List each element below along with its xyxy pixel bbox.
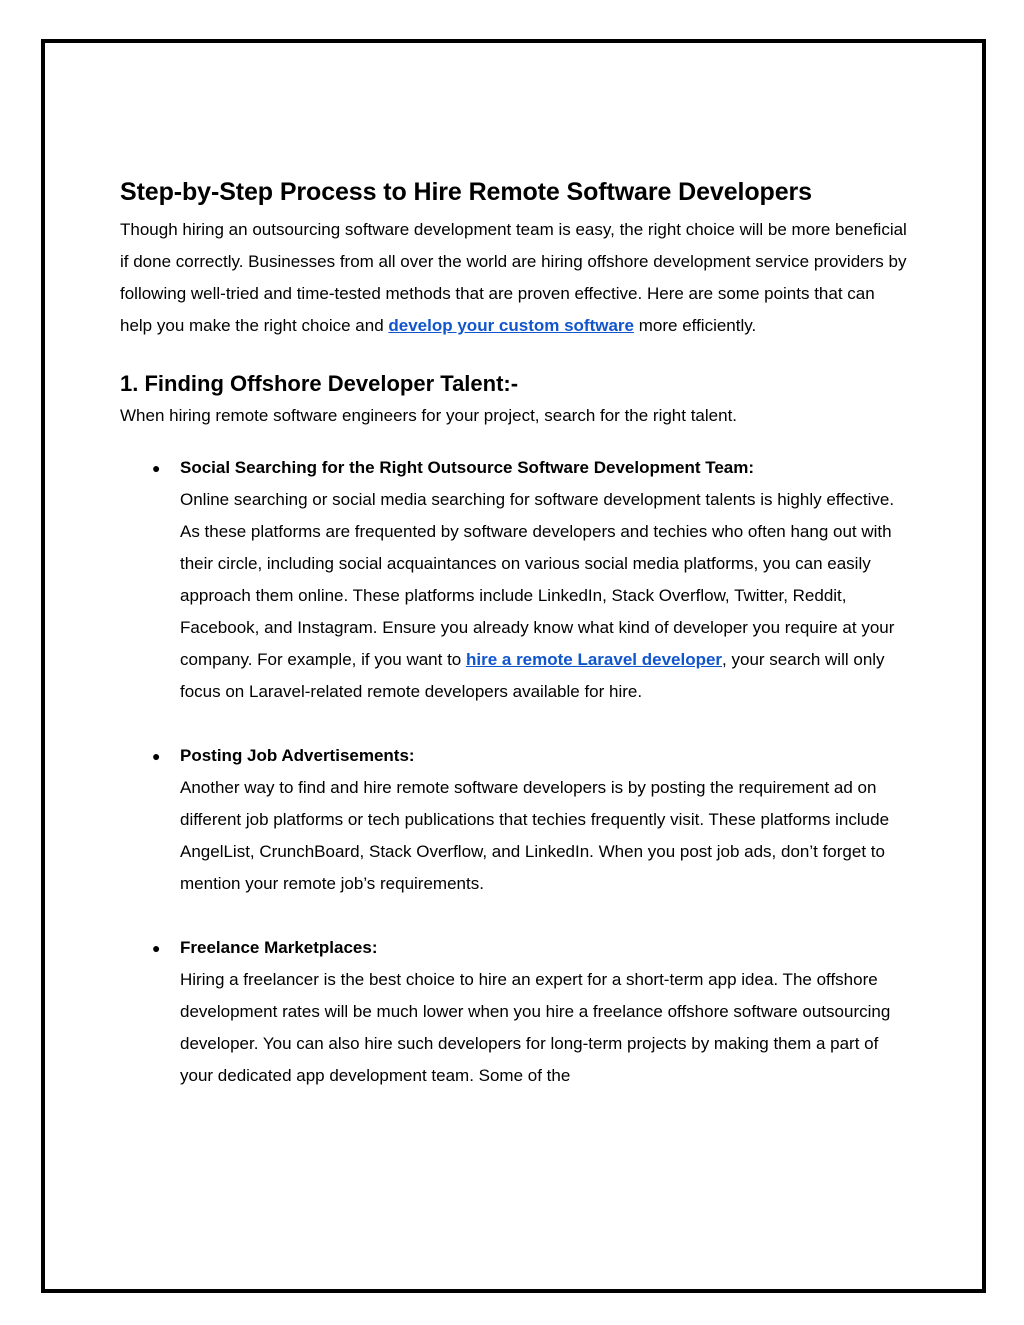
bullet-heading: Social Searching for the Right Outsource Software Development Team: xyxy=(180,458,755,477)
bullet-social-searching xyxy=(120,452,910,708)
bullet-body-text: Online searching or social media searching for software development talents is highly effective. As these platforms are frequented by software developers and techies who often hang out with their circle, including social acquaintances on various social media platforms, you can easily approach them online. These platforms include LinkedIn, Stack Overflow, Twitter, Reddit, Facebook, and Instagram. Ensure you already know what kind of developer you require at your company. For example, if you want to xyxy=(180,490,895,669)
intro-paragraph xyxy=(120,214,910,342)
document-title: Step-by-Step Process to Hire Remote Software Developers xyxy=(120,178,812,206)
section-lead-paragraph: When hiring remote software engineers for your project, search for the right talent. xyxy=(120,406,738,425)
document-content xyxy=(120,170,910,1124)
bullet-heading: Posting Job Advertisements: xyxy=(180,746,415,765)
bullet-job-advertisements xyxy=(120,740,910,900)
bullet-marker: ● xyxy=(152,460,161,476)
intro-text: Though hiring an outsourcing software development team is easy, the right choice will be more beneficial if done correctly. Businesses from all over the world are hiring offshore development service providers by following well-tried and time-tested methods that are proven effective. Here are some points that can help you make the right choice and xyxy=(120,220,907,335)
bullet-list xyxy=(120,452,910,1092)
bullet-marker: ● xyxy=(152,940,161,956)
bullet-freelance-marketplaces xyxy=(120,932,910,1092)
bullet-marker: ● xyxy=(152,748,161,764)
bullet-body xyxy=(180,484,910,708)
develop-custom-software-link[interactable]: develop your custom software xyxy=(388,316,635,335)
bullet-body: Another way to find and hire remote software developers is by posting the requirement ad on different job platforms or tech publications that techies frequently visit. These platforms include AngelList, CrunchBoard, Stack Overflow, and LinkedIn. When you post job ads, don’t forget to mention your remote job’s requirements. xyxy=(180,778,890,893)
bullet-heading: Freelance Marketplaces: xyxy=(180,938,378,957)
bullet-body-text-end: , your search will only focus on Laravel-related remote developers available for hire. xyxy=(180,650,885,701)
intro-text-end: more efficiently. xyxy=(634,316,757,335)
section-heading: 1. Finding Offshore Developer Talent:- xyxy=(120,371,519,396)
bullet-body: Hiring a freelancer is the best choice to hire an expert for a short-term app idea. The offshore development rates will be much lower when you hire a freelance offshore software outsourcing developer. You can also hire such developers for long-term projects by making them a part of your dedicated app development team. Some of the xyxy=(180,970,891,1085)
hire-remote-laravel-developer-link[interactable]: hire a remote Laravel developer xyxy=(465,650,723,669)
